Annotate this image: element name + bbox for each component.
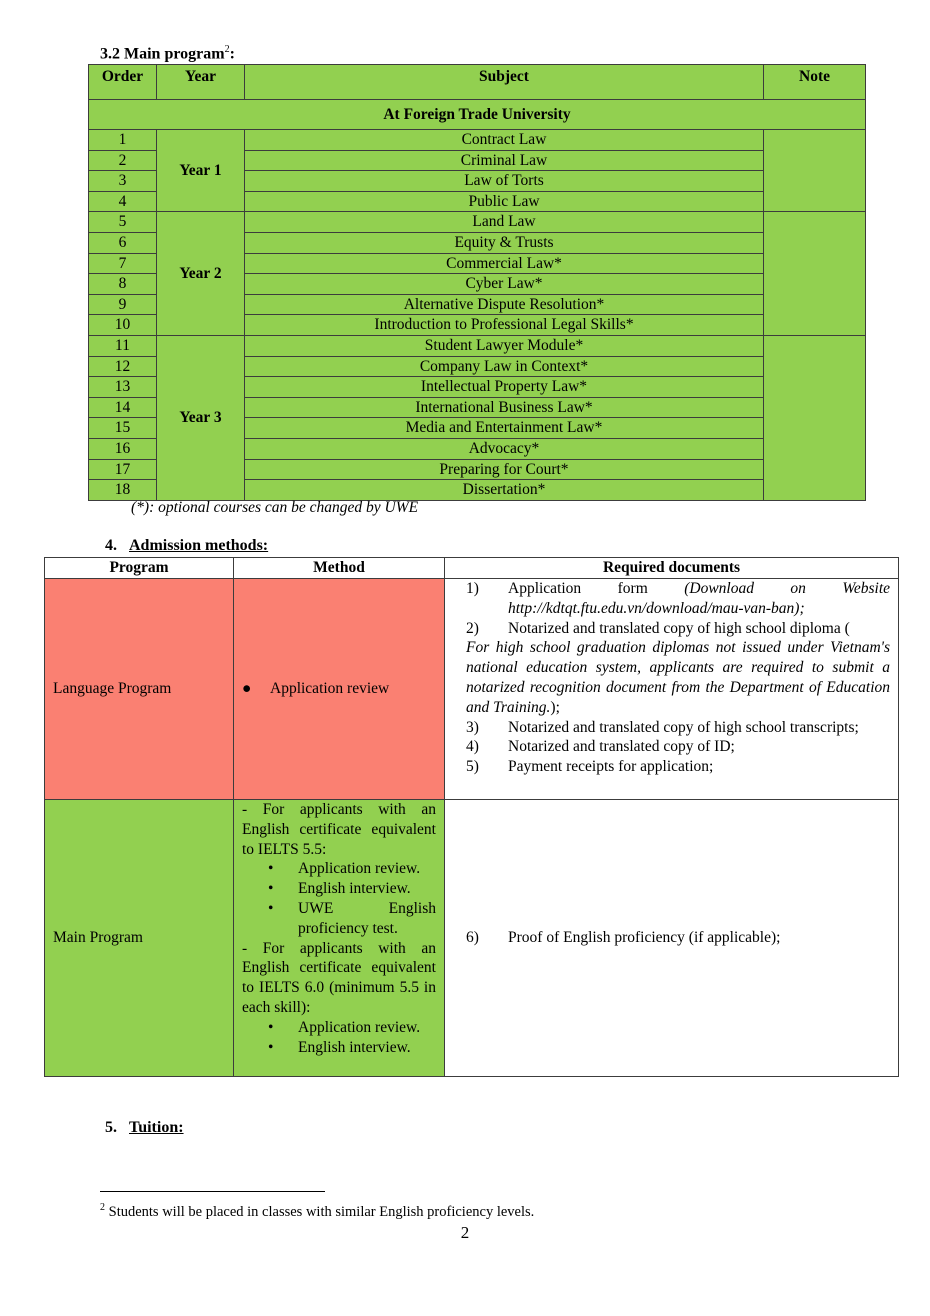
footnote: [100, 1202, 534, 1221]
group-2-intro: - For applicants with an English certificate equivalent to IELTS 6.0 (minimum 5.5 in each skill):: [242, 939, 436, 1016]
order-cell: 7: [89, 253, 157, 274]
header-year: Year: [157, 65, 245, 100]
doc-item-3: [466, 718, 890, 738]
section-4-title: Admission methods:: [129, 537, 269, 554]
doc-4-text: Notarized and translated copy of ID;: [508, 738, 735, 756]
order-cell: 9: [89, 294, 157, 315]
table-row: [89, 335, 866, 356]
main-program-table: [88, 64, 866, 501]
subject-cell: Criminal Law: [245, 150, 764, 171]
order-cell: 6: [89, 232, 157, 253]
header-required-documents: Required documents: [445, 558, 899, 579]
header-method: Method: [234, 558, 445, 579]
section-row-label: At Foreign Trade University: [89, 100, 866, 130]
order-cell: 5: [89, 212, 157, 233]
order-cell: 1: [89, 130, 157, 151]
section-5-title: Tuition:: [129, 1119, 184, 1136]
doc-1-text: Application form: [508, 580, 648, 597]
subject-cell: Equity & Trusts: [245, 232, 764, 253]
note-cell: [764, 130, 866, 212]
group-1-intro: - For applicants with an English certificate equivalent to IELTS 5.5:: [242, 801, 436, 858]
header-subject: Subject: [245, 65, 764, 100]
order-cell: 12: [89, 356, 157, 377]
bullet-icon: •: [268, 899, 274, 917]
header-note: Note: [764, 65, 866, 100]
group-1-list: [242, 859, 436, 938]
subject-cell: Media and Entertainment Law*: [245, 418, 764, 439]
section-3-2-heading: [100, 44, 235, 63]
table-row: [89, 130, 866, 151]
doc-item-4: [466, 737, 890, 757]
main-method-cell: [234, 800, 445, 1077]
order-cell: 4: [89, 191, 157, 212]
doc-number: 2): [466, 619, 479, 637]
doc-item-6: [466, 928, 890, 948]
order-cell: 13: [89, 377, 157, 398]
list-item: [242, 679, 436, 699]
order-cell: 17: [89, 459, 157, 480]
method-item-text: English interview.: [298, 880, 411, 898]
order-cell: 8: [89, 274, 157, 295]
order-cell: 15: [89, 418, 157, 439]
doc-number: 5): [466, 758, 479, 776]
group-2-list: [242, 1018, 436, 1058]
order-cell: 14: [89, 397, 157, 418]
list-item: [242, 879, 436, 899]
year-cell: Year 2: [157, 212, 245, 336]
note-cell: [764, 212, 866, 336]
list-item: [242, 1018, 436, 1038]
list-item: [242, 859, 436, 879]
doc-1-italic: (Download on Website http://kdtqt.ftu.edu.vn/download/mau-van-ban);: [508, 580, 891, 617]
page-number: 2: [460, 1223, 470, 1242]
subject-cell: Commercial Law*: [245, 253, 764, 274]
section-4-heading: [105, 537, 268, 555]
header-program: Program: [45, 558, 234, 579]
doc-2-italic: For high school graduation diplomas not issued under Vietnam's national education system, applicants are required to submit a notarized recognition document from the Department of Education and Training.: [466, 639, 890, 716]
order-cell: 18: [89, 480, 157, 501]
table-row: [89, 212, 866, 233]
doc-number: 4): [466, 738, 479, 756]
doc-3-text: Notarized and translated copy of high school transcripts;: [508, 718, 859, 736]
bullet-icon: ●: [242, 680, 252, 698]
list-item: [242, 1038, 436, 1058]
section-5-heading: [105, 1119, 184, 1137]
doc-2-text: Notarized and translated copy of high school diploma (: [508, 619, 850, 637]
year-cell: Year 3: [157, 335, 245, 500]
subject-cell: Student Lawyer Module*: [245, 335, 764, 356]
method-item-text: English interview.: [298, 1038, 411, 1056]
header-order: Order: [89, 65, 157, 100]
list-item: [242, 899, 436, 939]
order-cell: 2: [89, 150, 157, 171]
footnote-ref: 2: [224, 44, 230, 55]
admission-header-row: [45, 558, 899, 579]
method-item-text: Application review.: [298, 1018, 421, 1036]
subject-cell: Law of Torts: [245, 171, 764, 192]
language-program-label: Language Program: [45, 579, 234, 800]
language-documents-cell: [445, 579, 899, 800]
subject-cell: Alternative Dispute Resolution*: [245, 294, 764, 315]
doc-item-2: [466, 619, 890, 639]
section-row: [89, 100, 866, 130]
doc-text: [508, 579, 890, 619]
footnote-divider: [100, 1191, 325, 1192]
note-cell: [764, 335, 866, 500]
heading-colon: :: [229, 45, 235, 63]
subject-cell: Contract Law: [245, 130, 764, 151]
subject-cell: Advocacy*: [245, 438, 764, 459]
optional-courses-note: (*): optional courses can be changed by UWE: [131, 499, 419, 516]
bullet-icon: •: [268, 880, 274, 898]
footnote-number: 2: [100, 1202, 105, 1213]
subject-cell: Public Law: [245, 191, 764, 212]
table-header-row: [89, 65, 866, 100]
subject-cell: Introduction to Professional Legal Skills*: [245, 315, 764, 336]
subject-cell: Intellectual Property Law*: [245, 377, 764, 398]
subject-cell: International Business Law*: [245, 397, 764, 418]
doc-number: 6): [466, 929, 479, 947]
order-cell: 10: [89, 315, 157, 336]
method-item-text: UWE English proficiency test.: [298, 899, 436, 937]
doc-6-text: Proof of English proficiency (if applicable);: [508, 929, 781, 947]
year-cell: Year 1: [157, 130, 245, 212]
subject-cell: Dissertation*: [245, 480, 764, 501]
footnote-text: Students will be placed in classes with similar English proficiency levels.: [108, 1203, 535, 1220]
subject-cell: Land Law: [245, 212, 764, 233]
section-5-number: 5.: [105, 1119, 117, 1136]
doc-number: 1): [466, 580, 479, 597]
bullet-icon: •: [268, 860, 274, 878]
doc-item-1: [466, 579, 890, 619]
order-cell: 11: [89, 335, 157, 356]
admission-methods-table: [44, 557, 899, 1077]
doc-2-continuation: [466, 638, 890, 717]
doc-2-end: );: [550, 698, 560, 716]
section-3-2-title: 3.2 Main program: [100, 45, 225, 63]
main-documents-cell: [445, 800, 899, 1077]
doc-5-text: Payment receipts for application;: [508, 758, 714, 776]
section-4-number: 4.: [105, 537, 117, 554]
bullet-icon: •: [268, 1038, 274, 1056]
method-item-text: Application review.: [298, 860, 421, 878]
main-program-label: Main Program: [45, 800, 234, 1077]
doc-item-5: [466, 757, 890, 777]
subject-cell: Cyber Law*: [245, 274, 764, 295]
bullet-icon: •: [268, 1018, 274, 1036]
language-method-text: Application review: [270, 680, 390, 698]
subject-cell: Preparing for Court*: [245, 459, 764, 480]
order-cell: 3: [89, 171, 157, 192]
main-program-row: [45, 800, 899, 1077]
order-cell: 16: [89, 438, 157, 459]
language-program-row: [45, 579, 899, 800]
subject-cell: Company Law in Context*: [245, 356, 764, 377]
doc-number: 3): [466, 718, 479, 736]
language-method-cell: [234, 579, 445, 800]
